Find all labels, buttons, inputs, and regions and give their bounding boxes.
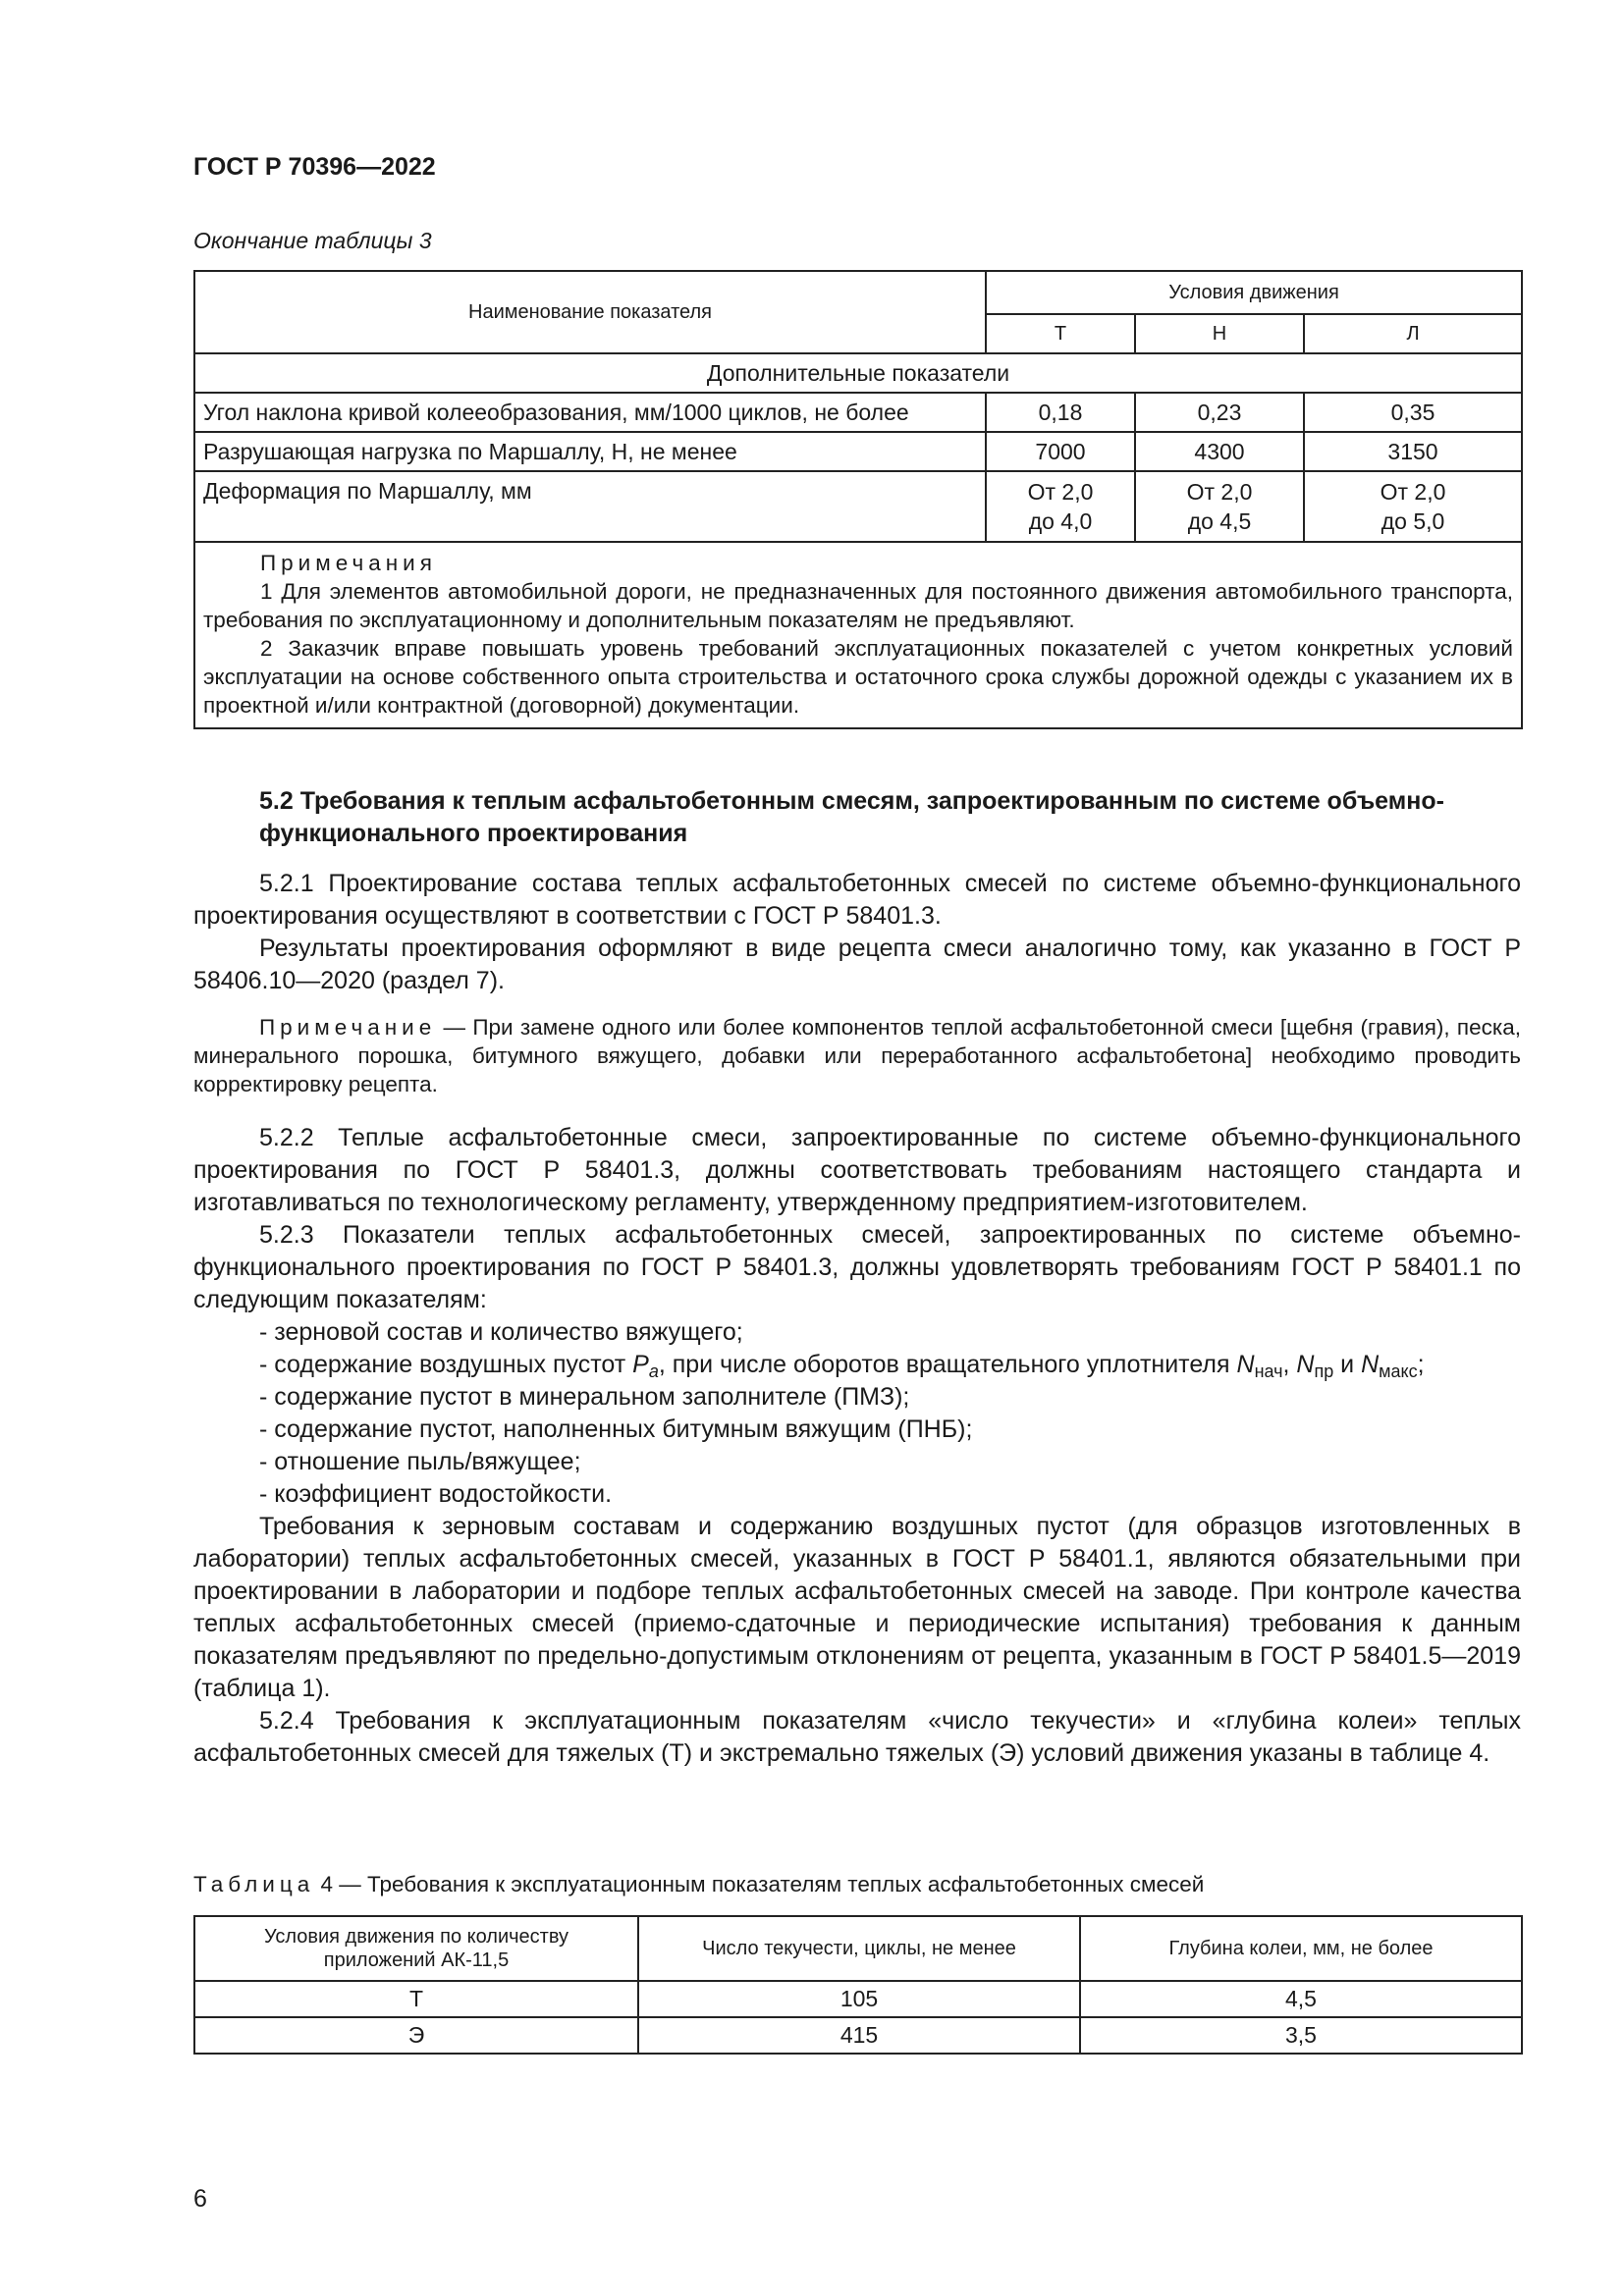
list-item: - содержание пустот в минеральном заполнителе (ПМЗ);: [259, 1383, 910, 1411]
table-row: [194, 432, 1522, 471]
paragraph: 5.2.4 Требования к эксплуатационным показателям «число текучести» и «глубина колеи» теплых асфальтобетонных смесей для тяжелых (Т) и экстремально тяжелых (Э) условий движения указаны в таблице 4.: [193, 1707, 1521, 1767]
table-row: [194, 393, 1522, 432]
table3-cell: [1304, 471, 1522, 542]
value-to: до 4,0: [1028, 508, 1093, 534]
table3-section-row: Дополнительные показатели: [194, 353, 1522, 393]
table3-cell: 7000: [986, 432, 1135, 471]
table3-header-group: Условия движения: [986, 271, 1522, 314]
table3-cell: 3150: [1304, 432, 1522, 471]
text: , при числе оборотов вращательного уплотнителя: [658, 1351, 1237, 1378]
table3-header-col: Л: [1304, 314, 1522, 353]
symbol: P: [632, 1351, 649, 1378]
list-item: - содержание пустот, наполненных битумным вяжущим (ПНБ);: [259, 1415, 973, 1443]
table3-header-name: Наименование показателя: [194, 271, 986, 353]
value-to: до 4,5: [1187, 508, 1252, 534]
table-row: [194, 2017, 1522, 2054]
paragraph: 5.2.1 Проектирование состава теплых асфальтобетонных смесей по системе объемно-функционального проектирования осуществляют в соответствии с ГОСТ Р 58401.3.: [193, 870, 1521, 930]
table4-cell: 3,5: [1080, 2017, 1522, 2054]
text: ;: [1417, 1351, 1425, 1378]
symbol: N: [1296, 1351, 1315, 1378]
note-paragraph: [193, 1013, 1521, 1098]
section-body-2: [193, 1122, 1521, 1770]
page-number: 6: [193, 2185, 207, 2213]
table-row: [194, 1981, 1522, 2017]
section-body-1: [193, 868, 1521, 997]
table3-cell: [1135, 471, 1304, 542]
note-2: 2 Заказчик вправе повышать уровень требований эксплуатационных показателей с учетом конкретных условий эксплуатации на основе собственного опыта строительства и остаточного срока службы дорожной одежды с указанием их в проектной и/или контрактной (договорной) документации.: [203, 636, 1514, 718]
notes-title: Примечания: [260, 551, 437, 575]
paragraph: 5.2.3 Показатели теплых асфальтобетонных смесей, запроектированных по системе объемно-функционального проектирования по ГОСТ Р 58401.3, должны удовлетворять требованиям ГОСТ Р 58401.1 по следующим показателям:: [193, 1221, 1521, 1313]
table3-cell: Деформация по Маршаллу, мм: [194, 471, 986, 542]
list-item: - зерновой состав и количество вяжущего;: [259, 1318, 743, 1346]
table4-header: Условия движения по количеству приложений АК-11,5: [194, 1916, 638, 1981]
table3-cell: 0,35: [1304, 393, 1522, 432]
table3-cell: 0,23: [1135, 393, 1304, 432]
table3-continuation-caption: Окончание таблицы 3: [193, 228, 432, 253]
subscript: a: [648, 1362, 659, 1381]
value-to: до 5,0: [1380, 508, 1445, 534]
text: и: [1333, 1351, 1362, 1378]
note-text: — При замене одного или более компонентов теплой асфальтобетонной смеси [щебня (гравия), песка, минерального порошка, битумного вяжущего, добавки или переработанного асфальтобетона] необходимо проводить корректировку рецепта.: [193, 1015, 1521, 1096]
subscript: нач: [1254, 1362, 1283, 1381]
table4-header: Число текучести, циклы, не менее: [638, 1916, 1080, 1981]
table-row: [194, 471, 1522, 542]
text: - содержание воздушных пустот: [259, 1351, 633, 1378]
symbol: N: [1361, 1351, 1380, 1378]
paragraph: Требования к зерновым составам и содержанию воздушных пустот (для образцов изготовленных в лаборатории) теплых асфальтобетонных смесей, указанных в ГОСТ Р 58401.1, являются обязательными при проектировании в лаборатории и подборе теплых асфальтобетонных смесей на заводе. При контроле качества теплых асфальтобетонных смесей (приемо-сдаточные и периодические испытания) требования к данным показателям предъявляют по предельно-допустимым отклонениям от рецепта, указанным в ГОСТ Р 58401.5—2019 (таблица 1).: [193, 1513, 1521, 1702]
table-4: [193, 1915, 1523, 2055]
table4-cell: Т: [194, 1981, 638, 2017]
symbol: N: [1236, 1351, 1255, 1378]
caption-text: 4 — Требования к эксплуатационным показателям теплых асфальтобетонных смесей: [314, 1872, 1205, 1896]
table4-cell: 4,5: [1080, 1981, 1522, 2017]
note-1: 1 Для элементов автомобильной дороги, не предназначенных для постоянного движения автомобильного транспорта, требования по эксплуатационному и дополнительным показателям не предъявляют.: [203, 579, 1514, 632]
note-label: Примечание: [259, 1015, 437, 1040]
table3-notes: [194, 542, 1522, 728]
section-note: [193, 1013, 1521, 1098]
table3-cell: 0,18: [986, 393, 1135, 432]
table3-cell: 4300: [1135, 432, 1304, 471]
list-item: - отношение пыль/вяжущее;: [259, 1448, 581, 1475]
table3-cell: Разрушающая нагрузка по Маршаллу, Н, не менее: [194, 432, 986, 471]
table3-header-col: Н: [1135, 314, 1304, 353]
subscript: пр: [1314, 1362, 1334, 1381]
table4-caption: [193, 1872, 1204, 1897]
list-item: [193, 1349, 1521, 1381]
value-from: От 2,0: [1380, 479, 1446, 505]
table4-cell: Э: [194, 2017, 638, 2054]
paragraph: 5.2.2 Теплые асфальтобетонные смеси, запроектированные по системе объемно-функционального проектирования по ГОСТ Р 58401.3, должны соответствовать требованиям настоящего стандарта и изготавливаться по технологическому регламенту, утвержденному предприятием-изготовителем.: [193, 1124, 1521, 1216]
paragraph: Результаты проектирования оформляют в виде рецепта смеси аналогично тому, как указанно в ГОСТ Р 58406.10—2020 (раздел 7).: [193, 934, 1521, 994]
text: ,: [1282, 1351, 1297, 1378]
table4-header: Глубина колеи, мм, не более: [1080, 1916, 1522, 1981]
caption-label: Таблица: [193, 1872, 315, 1896]
value-from: От 2,0: [1027, 479, 1094, 505]
subscript: макс: [1379, 1362, 1418, 1381]
table4-cell: 105: [638, 1981, 1080, 2017]
value-from: От 2,0: [1186, 479, 1253, 505]
standard-number: ГОСТ Р 70396—2022: [193, 153, 436, 181]
table3-cell: [986, 471, 1135, 542]
table-3: [193, 270, 1523, 729]
table3-notes-row: [194, 542, 1522, 728]
list-item: - коэффициент водостойкости.: [259, 1480, 613, 1508]
table4-cell: 415: [638, 2017, 1080, 2054]
section-heading: 5.2 Требования к теплым асфальтобетонным смесям, запроектированным по системе объемно-функционального проектирования: [259, 787, 1444, 847]
table3-header-col: Т: [986, 314, 1135, 353]
table3-cell: Угол наклона кривой колееобразования, мм/1000 циклов, не более: [194, 393, 986, 432]
